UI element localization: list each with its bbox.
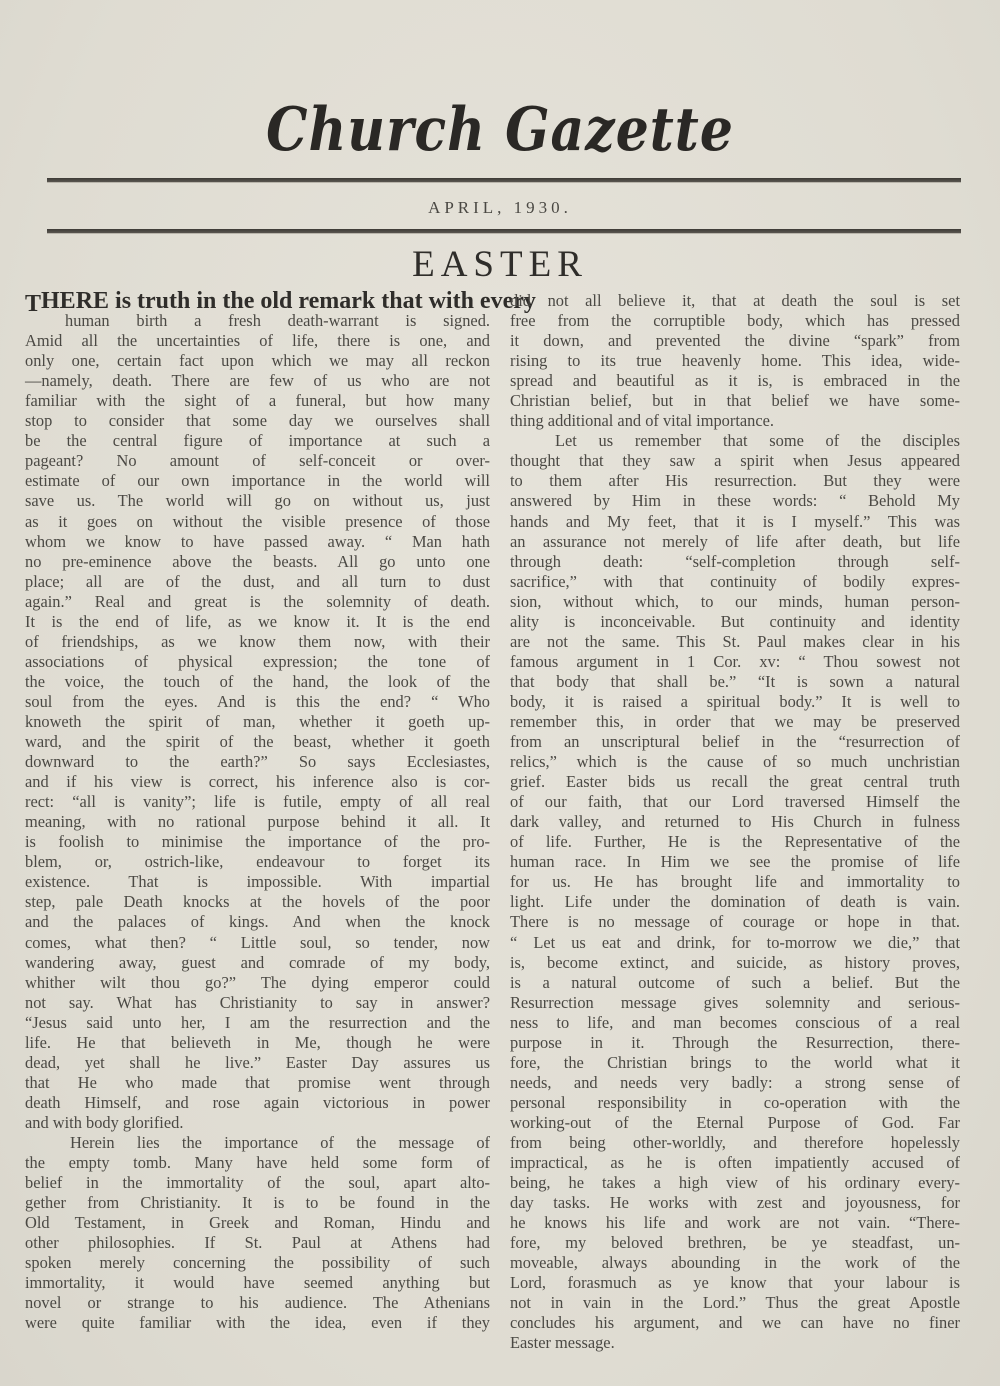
line-text: belief in the immortality of the soul, apart alto- <box>25 1173 490 1193</box>
line-text: fore, the Christian brings to the world what it <box>510 1052 960 1072</box>
line-text: moveable, always abounding in the work of the <box>510 1253 960 1273</box>
text-line <box>25 912 490 932</box>
line-text: and with body glorified. <box>25 1112 184 1132</box>
line-text: for us. He has brought life and immortality to <box>510 872 960 892</box>
line-text: Old Testament, in Greek and Roman, Hindu and <box>25 1213 490 1233</box>
text-line <box>510 431 960 451</box>
text-line <box>25 1193 490 1213</box>
text-line <box>510 471 960 491</box>
text-line <box>510 371 960 391</box>
line-text: Lord, forasmuch as ye know that your labour is <box>510 1273 960 1293</box>
text-line <box>510 451 960 471</box>
text-line <box>510 331 960 351</box>
text-line <box>510 812 960 832</box>
line-text: personal responsibility in co-operation with the <box>510 1092 960 1112</box>
line-text: spread and beautiful as it is, is embraced in the <box>510 371 960 391</box>
text-line <box>25 311 490 331</box>
text-line <box>510 1093 960 1113</box>
line-text: “Jesus said unto her, I am the resurrection and the <box>25 1012 490 1032</box>
line-text: stop to consider that some day we ourselves shall <box>25 411 490 431</box>
article-column-right <box>510 291 960 1353</box>
line-text: of our faith, that our Lord traversed Himself the <box>510 792 960 812</box>
line-text: There is no message of courage or hope in that. <box>510 912 960 932</box>
line-text: rising to its true heavenly home. This idea, wide- <box>510 351 960 371</box>
line-text: ality is inconceivable. But continuity and identity <box>510 611 960 631</box>
text-line <box>25 331 490 351</box>
text-line <box>25 371 490 391</box>
line-text: again.” Real and great is the solemnity of death. <box>25 591 490 611</box>
line-text: place; all are of the dust, and all turn to dust <box>25 571 490 591</box>
text-line <box>510 852 960 872</box>
line-text: relics,” which is the cause of so much unchristian <box>510 752 960 772</box>
line-text: that body that shall be.” “It is sown a natural <box>510 671 960 691</box>
text-line <box>25 832 490 852</box>
text-line <box>25 1153 490 1173</box>
text-line <box>25 1073 490 1093</box>
line-text: hands and My feet, that it is I myself.” This was <box>510 511 960 531</box>
line-text: novel or strange to his audience. The Athenians <box>25 1293 490 1313</box>
line-text: Let us remember that some of the disciples <box>555 431 960 451</box>
line-text: sion, without which, to our minds, human person- <box>510 591 960 611</box>
line-text: needs, and needs very badly: a strong sense of <box>510 1072 960 1092</box>
text-line <box>510 1293 960 1313</box>
text-line <box>25 491 490 511</box>
text-line <box>510 1193 960 1213</box>
text-line <box>25 933 490 953</box>
text-line <box>510 892 960 912</box>
line-text: step, pale Death knocks at the hovels of the poor <box>25 892 490 912</box>
text-line <box>25 351 490 371</box>
text-line <box>25 1133 490 1153</box>
text-line <box>510 792 960 812</box>
line-text: estimate of our own importance in the world will <box>25 471 490 491</box>
masthead-title: Church Gazette <box>266 95 734 166</box>
line-text: are not the same. This St. Paul makes clear in his <box>510 631 960 651</box>
line-text: be the central figure of importance at such a <box>25 431 490 451</box>
article-column-left <box>25 288 536 1333</box>
text-line <box>25 1313 490 1333</box>
text-line <box>25 532 490 552</box>
line-text: were quite familiar with the idea, even if they <box>25 1313 490 1333</box>
line-text: life. He that believeth in Me, though he were <box>25 1032 490 1052</box>
line-text: rect: “all is vanity”; life is futile, empty of all real <box>25 792 490 812</box>
line-text: whither wilt thou go?” The dying emperor could <box>25 972 490 992</box>
line-text: dark valley, and returned to His Church in fulness <box>510 812 960 832</box>
text-line <box>510 772 960 792</box>
line-text: is a natural outcome of such a belief. But the <box>510 972 960 992</box>
line-text: he knows his life and work are not vain. “There- <box>510 1213 960 1233</box>
text-line <box>510 1053 960 1073</box>
line-text: familiar with the sight of a funeral, but how many <box>25 391 490 411</box>
text-line <box>25 852 490 872</box>
line-text: that He who made that promise went through <box>25 1072 490 1092</box>
text-line <box>25 892 490 912</box>
text-line <box>510 993 960 1013</box>
line-text: of life. Further, He is the Representative of the <box>510 832 960 852</box>
line-text: only one, certain fact upon which we may all reckon <box>25 351 490 371</box>
text-line <box>510 632 960 652</box>
line-text: associations of physical expression; the tone of <box>25 651 490 671</box>
text-line <box>25 288 536 317</box>
text-line <box>510 1253 960 1273</box>
text-line <box>25 652 490 672</box>
text-line <box>510 1013 960 1033</box>
text-line <box>510 552 960 572</box>
text-line <box>25 1033 490 1053</box>
line-text: concludes his argument, and we can have no finer <box>510 1313 960 1333</box>
text-line <box>510 732 960 752</box>
text-line <box>25 692 490 712</box>
article-title: EASTER <box>412 244 588 285</box>
text-line <box>510 1333 960 1353</box>
text-line <box>510 1213 960 1233</box>
line-text: Easter message. <box>510 1333 615 1353</box>
line-text: Christian belief, but in that belief we have some- <box>510 391 960 411</box>
text-line <box>25 953 490 973</box>
line-text: ness to life, and man becomes conscious of a real <box>510 1012 960 1032</box>
line-text: immortality, it would have seemed anything but <box>25 1273 490 1293</box>
text-line <box>25 1293 490 1313</box>
line-text: sacrifice,” with that continuity of bodily expres- <box>510 571 960 591</box>
line-text: to them after His resurrection. But they were <box>510 471 960 491</box>
line-text: is foolish to minimise the importance of the pro- <box>25 832 490 852</box>
text-line <box>25 1093 490 1113</box>
masthead-rule-bottom <box>47 229 961 234</box>
line-text: thing additional and of vital importance. <box>510 411 775 431</box>
line-text: of friendships, as we know them now, with their <box>25 631 490 651</box>
line-text: being, he takes a high view of his ordinary every- <box>510 1173 960 1193</box>
text-line <box>510 692 960 712</box>
text-line <box>25 1233 490 1253</box>
text-line <box>510 912 960 932</box>
line-text: knoweth the spirit of man, whether it goeth up- <box>25 711 490 731</box>
line-text: spoken merely concerning the possibility of such <box>25 1253 490 1273</box>
line-text: dead, yet shall he live.” Easter Day assures us <box>25 1052 490 1072</box>
line-text: and the palaces of kings. And when the knock <box>25 912 490 932</box>
text-line <box>25 471 490 491</box>
text-line <box>25 1213 490 1233</box>
line-text: it down, and prevented the divine “spark” from <box>510 331 960 351</box>
line-text: from being other-worldly, and therefore hopelessly <box>510 1132 960 1152</box>
line-text: free from the corruptible body, which has pressed <box>510 311 960 331</box>
text-line <box>510 1033 960 1053</box>
line-text: Amid all the uncertainties of life, there is one, and <box>25 331 490 351</box>
text-line <box>25 1273 490 1293</box>
line-text: Herein lies the importance of the message of <box>70 1132 490 1152</box>
text-line <box>25 411 490 431</box>
text-line <box>510 391 960 411</box>
text-line <box>25 1253 490 1273</box>
line-text: gether from Christianity. It is to be found in the <box>25 1193 490 1213</box>
line-text: comes, what then? “ Little soul, so tender, now <box>25 932 490 952</box>
line-text: human birth a fresh death-warrant is signed. <box>65 311 490 331</box>
drop-cap: T <box>25 291 42 317</box>
line-text: existence. That is impossible. With impartial <box>25 872 490 892</box>
text-line <box>25 552 490 572</box>
line-text: through death: “self-completion through self- <box>510 551 960 571</box>
line-text: Resurrection message gives solemnity and serious- <box>510 992 960 1012</box>
text-line <box>510 1133 960 1153</box>
text-line <box>25 512 490 532</box>
text-line <box>25 1173 490 1193</box>
line-text: from an unscriptural belief in the “resurrection of <box>510 732 960 752</box>
line-text: wandering away, guest and comrade of my body, <box>25 952 490 972</box>
line-text: not in vain in the Lord.” Thus the great Apostle <box>510 1293 960 1313</box>
text-line <box>510 933 960 953</box>
issue-date: APRIL, 1930. <box>428 198 572 217</box>
line-text: soul from the eyes. And is this the end? “ Who <box>25 691 490 711</box>
text-line <box>510 672 960 692</box>
line-text: light. Life under the domination of death is vain. <box>510 892 960 912</box>
line-text: It is the end of life, as we know it. It is the end <box>25 611 490 631</box>
text-line <box>510 973 960 993</box>
line-text: fore, my beloved brethren, be ye steadfast, un- <box>510 1233 960 1253</box>
text-line <box>510 652 960 672</box>
text-line <box>25 431 490 451</box>
line-text: the empty tomb. Many have held some form of <box>25 1153 490 1173</box>
line-text: HERE is truth in the old remark that with every <box>41 288 536 314</box>
line-text: body, it is raised a spiritual body.” It is well to <box>510 691 960 711</box>
line-text: thought that they saw a spirit when Jesus appeared <box>510 451 960 471</box>
text-line <box>510 612 960 632</box>
text-line <box>510 532 960 552</box>
line-text: did not all believe it, that at death the soul is set <box>510 291 960 310</box>
text-line <box>510 291 960 311</box>
line-text: is, become extinct, and suicide, as history proves, <box>510 952 960 972</box>
line-text: the voice, the touch of the hand, the look of the <box>25 671 490 691</box>
text-line <box>25 592 490 612</box>
text-line <box>25 572 490 592</box>
text-line <box>25 792 490 812</box>
line-text: not say. What has Christianity to say in answer? <box>25 992 490 1012</box>
text-line <box>25 712 490 732</box>
text-line <box>510 832 960 852</box>
line-text: grief. Easter bids us recall the great central truth <box>510 772 960 792</box>
text-line <box>25 772 490 792</box>
line-text: save us. The world will go on without us, just <box>25 491 490 511</box>
line-text: impractical, as he is often impatiently accused of <box>510 1153 960 1173</box>
text-line <box>25 993 490 1013</box>
text-line <box>25 973 490 993</box>
masthead-rule-top <box>47 178 961 183</box>
text-line <box>25 632 490 652</box>
text-line <box>510 572 960 592</box>
text-line <box>510 491 960 511</box>
line-text: day tasks. He works with zest and joyousness, for <box>510 1193 960 1213</box>
text-line <box>510 1113 960 1133</box>
text-line <box>510 411 960 431</box>
text-line <box>25 872 490 892</box>
text-line <box>510 311 960 331</box>
text-line <box>25 732 490 752</box>
text-line <box>510 351 960 371</box>
text-line <box>510 1273 960 1293</box>
line-text: whom we know to have passed away. “ Man hath <box>25 531 490 551</box>
line-text: no pre-eminence above the beasts. All go unto one <box>25 551 490 571</box>
line-text: famous argument in 1 Cor. xv: “ Thou sowest not <box>510 651 960 671</box>
text-line <box>25 1113 490 1133</box>
text-line <box>510 953 960 973</box>
text-line <box>25 1013 490 1033</box>
text-line <box>510 1233 960 1253</box>
line-text: death Himself, and rose again victorious in power <box>25 1092 490 1112</box>
text-line <box>25 391 490 411</box>
text-line <box>510 872 960 892</box>
line-text: an assurance not merely of life after death, but life <box>510 531 960 551</box>
line-text: purpose in it. Through the Resurrection, there- <box>510 1032 960 1052</box>
text-line <box>25 672 490 692</box>
text-line <box>25 451 490 471</box>
text-line <box>510 1313 960 1333</box>
text-line <box>510 712 960 732</box>
line-text: other philosophies. If St. Paul at Athens had <box>25 1233 490 1253</box>
text-line <box>25 812 490 832</box>
text-line <box>510 592 960 612</box>
line-text: human race. In Him we see the promise of life <box>510 852 960 872</box>
line-text: meaning, with no rational purpose behind it all. It <box>25 812 490 832</box>
text-line <box>510 1153 960 1173</box>
line-text: as it goes on without the visible presence of those <box>25 511 490 531</box>
text-line <box>510 512 960 532</box>
line-text: and if his view is correct, his inference also is cor- <box>25 772 490 792</box>
line-text: ward, and the spirit of the beast, whether it goeth <box>25 732 490 752</box>
line-text: answered by Him in these words: “ Behold My <box>510 491 960 511</box>
text-line <box>25 1053 490 1073</box>
text-line <box>510 1073 960 1093</box>
line-text: blem, or, ostrich-like, endeavour to forget its <box>25 852 490 872</box>
line-text: “ Let us eat and drink, for to-morrow we die,” that <box>510 932 960 952</box>
line-text: downward to the earth?” So says Ecclesiastes, <box>25 752 490 772</box>
text-line <box>25 612 490 632</box>
text-line <box>25 752 490 772</box>
line-text: pageant? No amount of self-conceit or over- <box>25 451 490 471</box>
line-text: working-out of the Eternal Purpose of God. Far <box>510 1112 960 1132</box>
text-line <box>510 752 960 772</box>
text-line <box>510 1173 960 1193</box>
line-text: remember this, in order that we may be preserved <box>510 711 960 731</box>
line-text: —namely, death. There are few of us who are not <box>25 371 490 391</box>
